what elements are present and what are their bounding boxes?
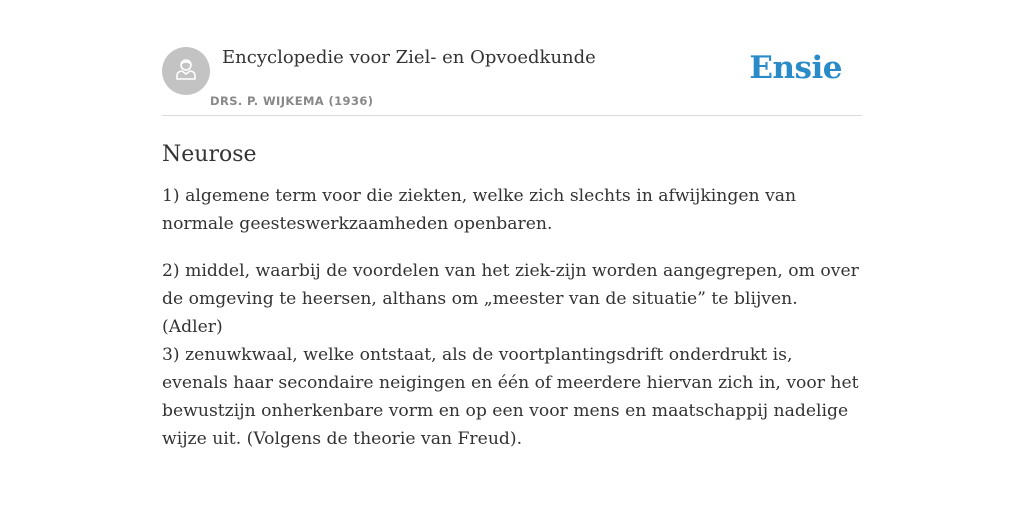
user-icon: [172, 55, 200, 87]
source-title[interactable]: Encyclopedie voor Ziel- en Opvoedkunde: [222, 47, 596, 68]
article-header: [162, 40, 862, 116]
article-card: [162, 40, 862, 472]
entry-paragraph: 2) middel, waarbij de voordelen van het ziek-zijn worden aangegrepen, om over de omgeving te heersen, althans om „meester van de situatie” te blijven. (Adler) 3) zenuwkwaal, welke ontstaat, als de voortplantingsdrift onderdrukt is, evenals haar secondaire neigingen en één of meerdere hiervan zich in, voor het bewustzijn onherkenbare vorm en op een voor mens en maatschappij nadelige wijze uit. (Volgens de theorie van Freud).: [162, 261, 859, 449]
entry-title: Neurose: [162, 142, 257, 167]
entry-paragraph: 1) algemene term voor die ziekten, welke zich slechts in afwijkingen van normale geesteswerkzaamheden openbaren.: [162, 186, 797, 234]
entry-body: [162, 182, 862, 453]
author-avatar[interactable]: [162, 47, 210, 95]
author-byline[interactable]: DRS. P. WIJKEMA (1936): [210, 94, 374, 108]
brand-logo[interactable]: Ensie: [749, 50, 842, 86]
